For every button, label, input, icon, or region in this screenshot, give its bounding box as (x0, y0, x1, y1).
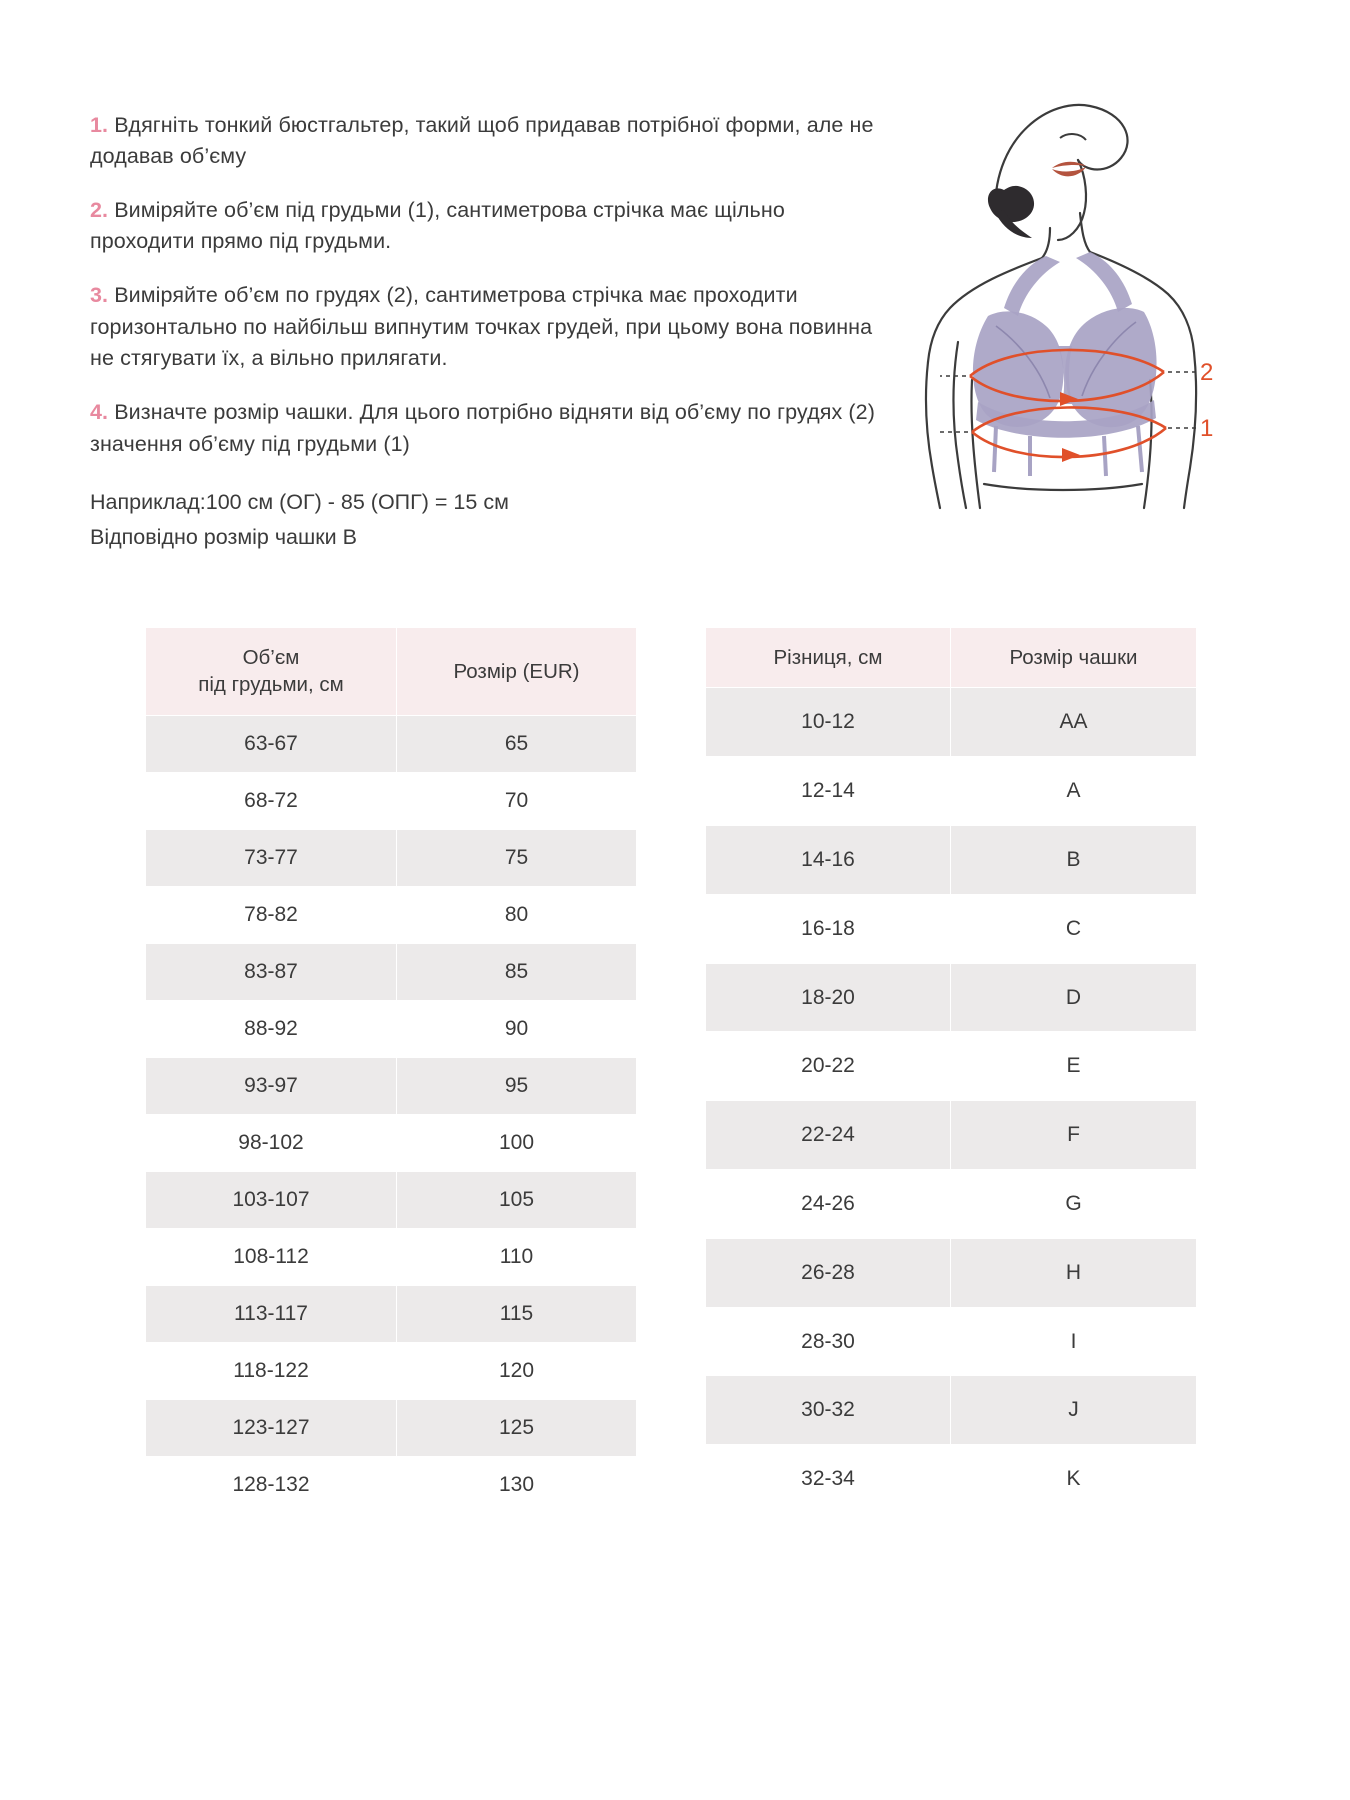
cell-band-size: 65 (397, 716, 637, 773)
cell-cup: F (951, 1101, 1197, 1170)
instruction-step-2 (90, 195, 890, 259)
cell-band-measure: 123-127 (146, 1400, 397, 1457)
table-row (146, 1001, 637, 1058)
band-size-table (145, 627, 637, 1514)
cell-band-size: 70 (397, 773, 637, 830)
table-row (706, 1032, 1197, 1101)
table-row (706, 894, 1197, 963)
cell-band-measure: 68-72 (146, 773, 397, 830)
cell-difference: 14-16 (706, 826, 951, 895)
table-row (706, 688, 1197, 757)
instructions-block (90, 70, 890, 555)
table-row (146, 716, 637, 773)
cell-difference: 28-30 (706, 1307, 951, 1376)
instruction-step-4 (90, 397, 890, 461)
instruction-step-3 (90, 280, 890, 375)
table-header-row (706, 627, 1197, 688)
band-header-line1: Об’єм (242, 645, 300, 669)
cell-band-measure: 73-77 (146, 830, 397, 887)
cell-band-measure: 108-112 (146, 1229, 397, 1286)
cell-band-size: 95 (397, 1058, 637, 1115)
table-row (146, 944, 637, 1001)
band-table-header-size: Розмір (EUR) (397, 627, 637, 715)
cell-band-measure: 83-87 (146, 944, 397, 1001)
cell-cup: H (951, 1238, 1197, 1307)
step-number-4: 4. (90, 399, 109, 424)
step-number-1: 1. (90, 112, 109, 137)
cell-difference: 10-12 (706, 688, 951, 757)
table-row (146, 1115, 637, 1172)
band-table-header-measure (146, 627, 397, 715)
table-row (146, 1229, 637, 1286)
table-row (146, 1172, 637, 1229)
example-line-2: Відповідно розмір чашки B (90, 524, 357, 549)
cell-cup: I (951, 1307, 1197, 1376)
cell-band-size: 110 (397, 1229, 637, 1286)
cell-band-size: 80 (397, 887, 637, 944)
cell-difference: 24-26 (706, 1170, 951, 1239)
table-row (146, 887, 637, 944)
cell-band-measure: 113-117 (146, 1286, 397, 1343)
cup-table-body (706, 688, 1197, 1514)
table-row (706, 963, 1197, 1032)
cell-band-size: 130 (397, 1457, 637, 1514)
cell-band-size: 85 (397, 944, 637, 1001)
label-1-text: 1 (1200, 415, 1214, 442)
step-number-3: 3. (90, 282, 109, 307)
example-block (90, 486, 890, 553)
step-text-2: Виміряйте об’єм під грудьми (1), сантиметрова стрічка має щільно проходити прямо під грудьми. (90, 197, 785, 254)
table-row (706, 826, 1197, 895)
cell-cup: AA (951, 688, 1197, 757)
step-text-3: Виміряйте об’єм по грудях (2), сантиметрова стрічка має проходити горизонтально по найбільш випнутим точках грудей, при цьому вона повинна не стягувати їх, а вільно прилягати. (90, 282, 873, 371)
cell-band-measure: 63-67 (146, 716, 397, 773)
band-table-body (146, 716, 637, 1514)
table-row (146, 1457, 637, 1514)
table-row (146, 1058, 637, 1115)
table-row (146, 1343, 637, 1400)
step-text-4: Визначте розмір чашки. Для цього потрібно відняти від об’єму по грудях (2) значення об’єму під грудьми (1) (90, 399, 875, 456)
cell-band-measure: 118-122 (146, 1343, 397, 1400)
table-row (146, 1400, 637, 1457)
table-row (706, 757, 1197, 826)
cell-band-measure: 88-92 (146, 1001, 397, 1058)
label-2-text: 2 (1200, 359, 1214, 386)
cell-band-measure: 103-107 (146, 1172, 397, 1229)
cell-cup: E (951, 1032, 1197, 1101)
cell-difference: 12-14 (706, 757, 951, 826)
cell-cup: C (951, 894, 1197, 963)
cell-band-size: 75 (397, 830, 637, 887)
cell-band-size: 125 (397, 1400, 637, 1457)
cell-difference: 30-32 (706, 1376, 951, 1445)
cup-size-table (705, 627, 1197, 1514)
table-row (706, 1376, 1197, 1445)
cup-table-header-difference: Різниця, см (706, 627, 951, 688)
cell-band-measure: 128-132 (146, 1457, 397, 1514)
cell-difference: 20-22 (706, 1032, 951, 1101)
table-header-row (146, 627, 637, 715)
top-section (90, 70, 1260, 555)
cell-band-size: 100 (397, 1115, 637, 1172)
measurement-illustration (900, 80, 1230, 510)
step-text-1: Вдягніть тонкий бюстгальтер, такий щоб придавав потрібної форми, але не додавав об’єму (90, 112, 874, 169)
table-row (706, 1445, 1197, 1514)
cell-difference: 18-20 (706, 963, 951, 1032)
cell-cup: D (951, 963, 1197, 1032)
cup-table-header-cup: Розмір чашки (951, 627, 1197, 688)
cell-difference: 32-34 (706, 1445, 951, 1514)
cell-band-size: 115 (397, 1286, 637, 1343)
cell-cup: G (951, 1170, 1197, 1239)
cell-difference: 26-28 (706, 1238, 951, 1307)
band-header-line2: під грудьми, см (198, 673, 344, 697)
table-row (706, 1170, 1197, 1239)
cell-cup: J (951, 1376, 1197, 1445)
tables-section (90, 627, 1260, 1514)
cell-cup: A (951, 757, 1197, 826)
table-row (706, 1101, 1197, 1170)
table-row (146, 773, 637, 830)
table-row (146, 830, 637, 887)
cell-difference: 22-24 (706, 1101, 951, 1170)
cell-cup: B (951, 826, 1197, 895)
cell-band-measure: 98-102 (146, 1115, 397, 1172)
cell-band-size: 105 (397, 1172, 637, 1229)
table-row (706, 1238, 1197, 1307)
step-number-2: 2. (90, 197, 109, 222)
example-line-1: Наприклад:100 см (ОГ) - 85 (ОПГ) = 15 см (90, 490, 509, 515)
cell-cup: K (951, 1445, 1197, 1514)
cell-band-measure: 78-82 (146, 887, 397, 944)
table-row (706, 1307, 1197, 1376)
cell-band-size: 90 (397, 1001, 637, 1058)
table-row (146, 1286, 637, 1343)
cell-difference: 16-18 (706, 894, 951, 963)
instruction-step-1 (90, 110, 890, 174)
cell-band-measure: 93-97 (146, 1058, 397, 1115)
cell-band-size: 120 (397, 1343, 637, 1400)
